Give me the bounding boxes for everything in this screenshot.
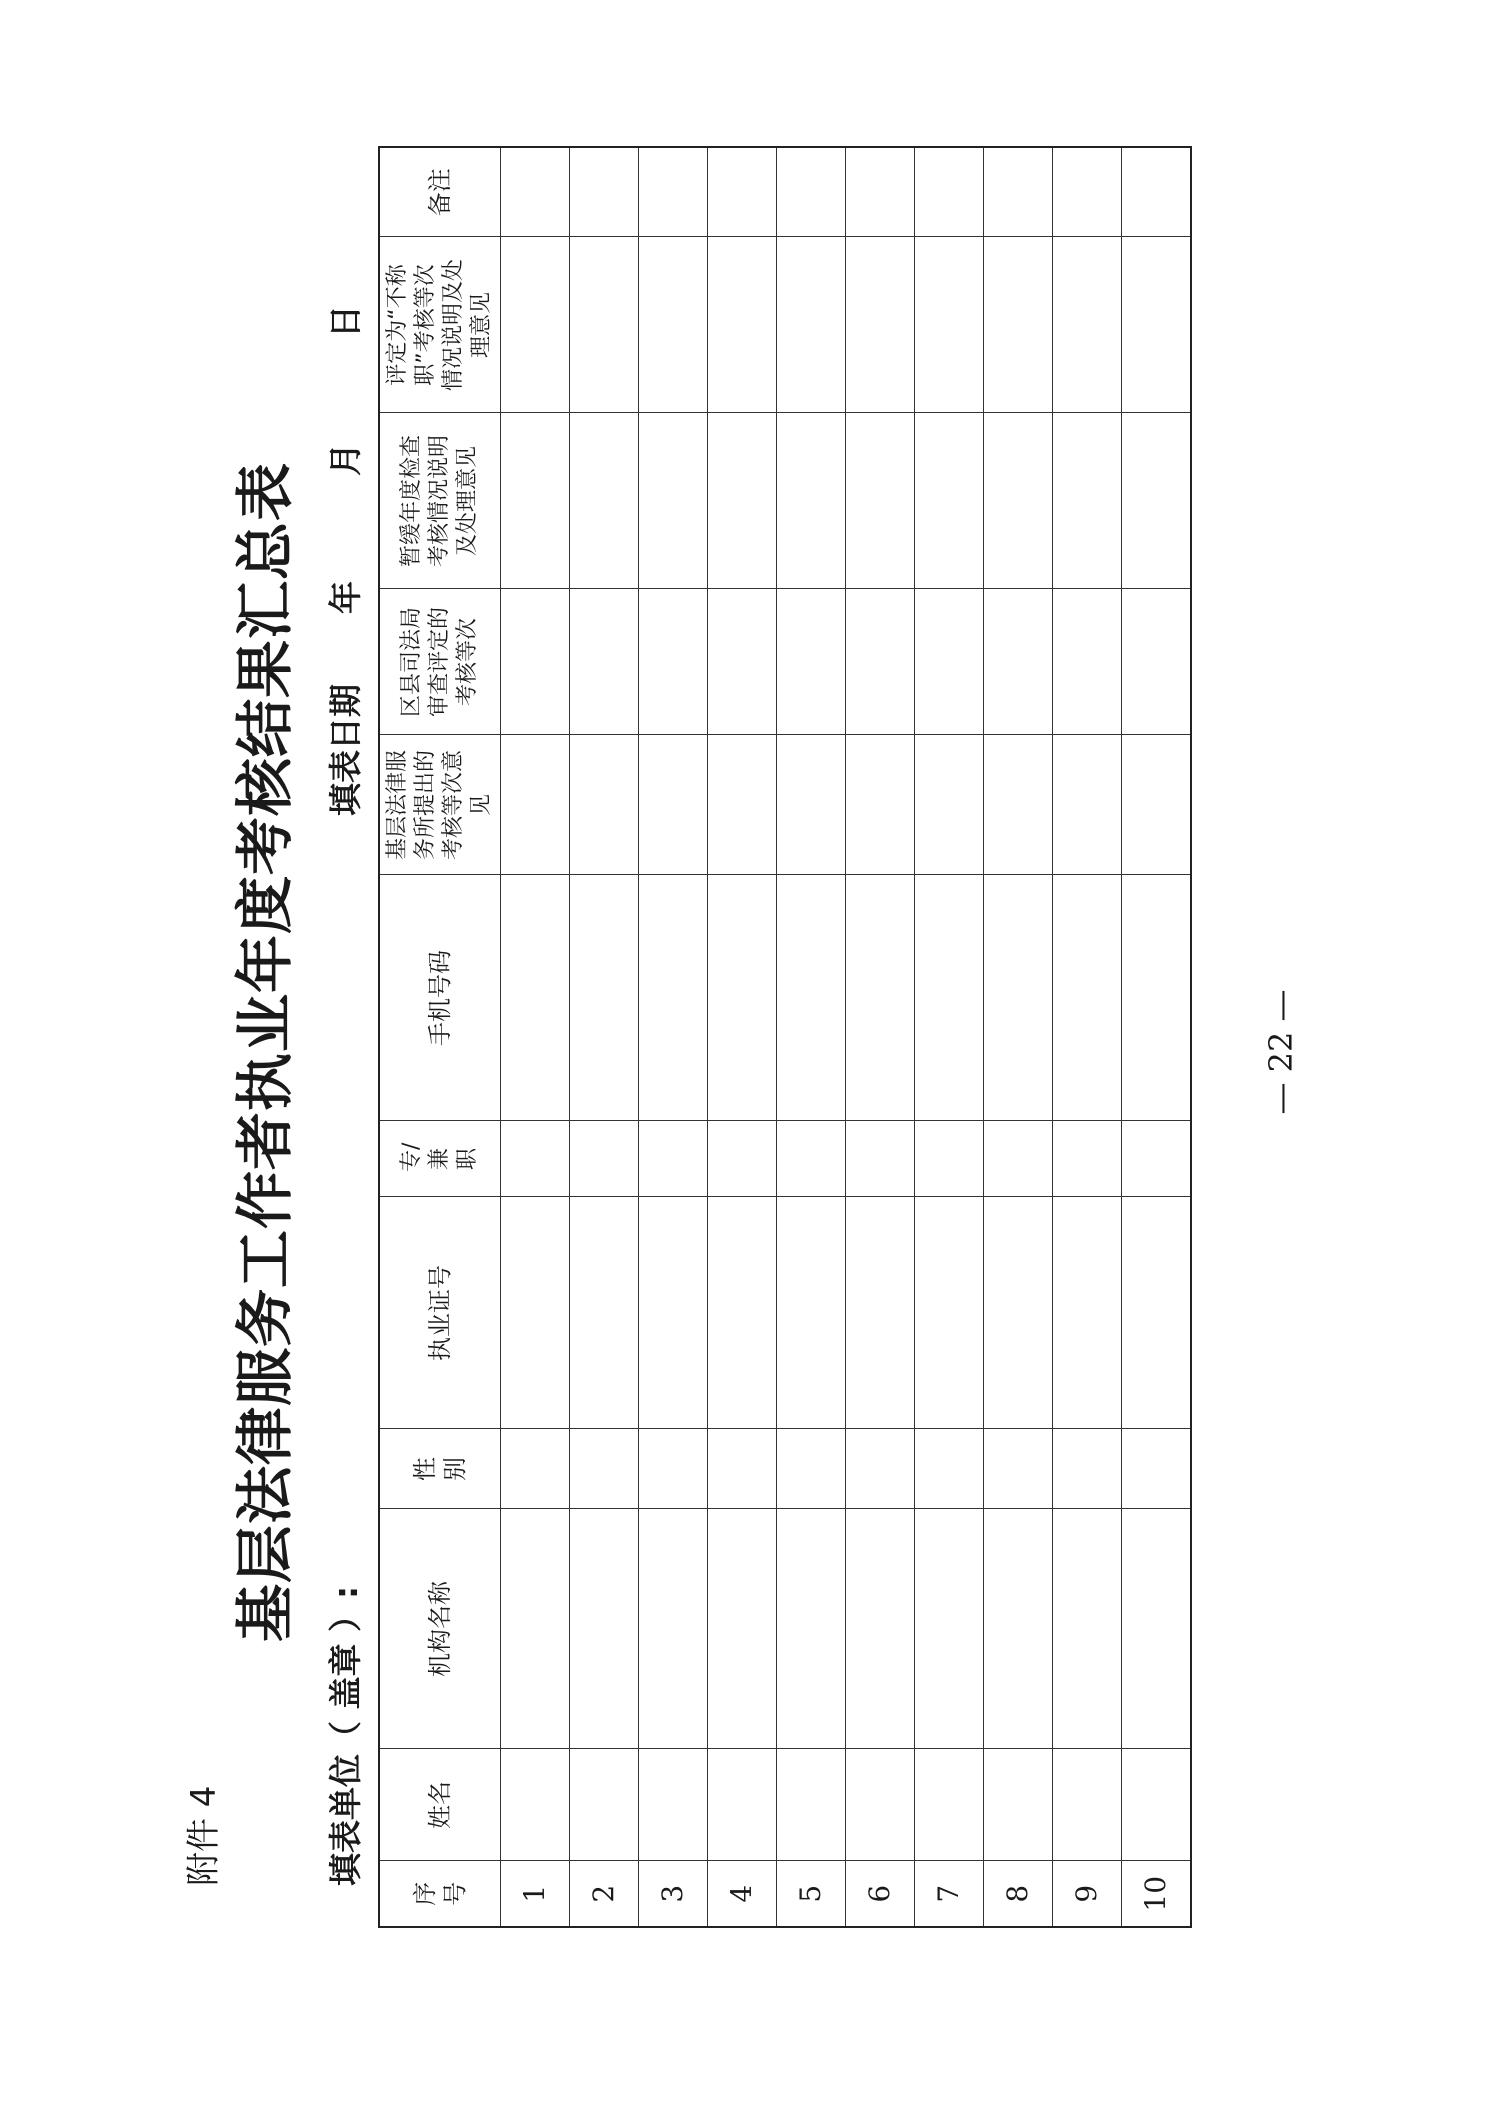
cell-gender[interactable]	[570, 1429, 639, 1509]
cell-incompetent[interactable]	[1053, 237, 1122, 413]
cell-mobile[interactable]	[501, 875, 570, 1121]
cell-deferred[interactable]	[501, 413, 570, 589]
cell-office-opinion[interactable]	[639, 735, 708, 875]
cell-mobile[interactable]	[639, 875, 708, 1121]
cell-incompetent[interactable]	[639, 237, 708, 413]
cell-incompetent[interactable]	[984, 237, 1053, 413]
cell-office-opinion[interactable]	[777, 735, 846, 875]
cell-fulltime[interactable]	[570, 1121, 639, 1197]
cell-fulltime[interactable]	[984, 1121, 1053, 1197]
cell-mobile[interactable]	[777, 875, 846, 1121]
cell-office-opinion[interactable]	[1122, 735, 1192, 875]
cell-institution[interactable]	[915, 1509, 984, 1749]
cell-name[interactable]	[984, 1749, 1053, 1861]
header-gender: 性别	[379, 1429, 501, 1509]
cell-gender[interactable]	[915, 1429, 984, 1509]
cell-bureau-rating[interactable]	[984, 589, 1053, 735]
cell-remarks[interactable]	[570, 147, 639, 237]
cell-license[interactable]	[501, 1197, 570, 1429]
header-mobile-number: 手机号码	[379, 875, 501, 1121]
cell-name[interactable]	[1053, 1749, 1122, 1861]
table-row	[501, 147, 570, 1927]
cell-bureau-rating[interactable]	[846, 589, 915, 735]
row-number: 2	[570, 1861, 639, 1927]
cell-office-opinion[interactable]	[915, 735, 984, 875]
cell-name[interactable]	[639, 1749, 708, 1861]
cell-institution[interactable]	[777, 1509, 846, 1749]
table-row	[777, 147, 846, 1927]
cell-bureau-rating[interactable]	[570, 589, 639, 735]
cell-office-opinion[interactable]	[501, 735, 570, 875]
cell-gender[interactable]	[1122, 1429, 1192, 1509]
cell-deferred[interactable]	[846, 413, 915, 589]
cell-incompetent[interactable]	[915, 237, 984, 413]
fill-date-day: 日	[326, 305, 365, 338]
cell-deferred[interactable]	[1122, 413, 1192, 589]
cell-remarks[interactable]	[777, 147, 846, 237]
cell-license[interactable]	[984, 1197, 1053, 1429]
page-number: — 22 —	[1262, 989, 1300, 1115]
header-office-opinion: 基层法律服务所提出的考核等次意见	[379, 735, 501, 875]
fill-date-label: 填表日期	[326, 684, 365, 816]
cell-institution[interactable]	[708, 1509, 777, 1749]
cell-license[interactable]	[639, 1197, 708, 1429]
cell-institution[interactable]	[1053, 1509, 1122, 1749]
table-row	[639, 147, 708, 1927]
row-number: 3	[639, 1861, 708, 1927]
cell-office-opinion[interactable]	[984, 735, 1053, 875]
cell-name[interactable]	[846, 1749, 915, 1861]
cell-deferred[interactable]	[570, 413, 639, 589]
cell-gender[interactable]	[501, 1429, 570, 1509]
cell-office-opinion[interactable]	[846, 735, 915, 875]
cell-license[interactable]	[777, 1197, 846, 1429]
cell-remarks[interactable]	[984, 147, 1053, 237]
row-number: 8	[984, 1861, 1053, 1927]
header-remarks: 备注	[379, 147, 501, 237]
cell-incompetent[interactable]	[846, 237, 915, 413]
cell-deferred[interactable]	[915, 413, 984, 589]
cell-remarks[interactable]	[1053, 147, 1122, 237]
cell-gender[interactable]	[708, 1429, 777, 1509]
cell-license[interactable]	[915, 1197, 984, 1429]
row-number: 1	[501, 1861, 570, 1927]
cell-license[interactable]	[1122, 1197, 1192, 1429]
table-header-row	[379, 147, 501, 1927]
cell-bureau-rating[interactable]	[915, 589, 984, 735]
cell-deferred[interactable]	[708, 413, 777, 589]
cell-fulltime[interactable]	[846, 1121, 915, 1197]
table-row	[984, 147, 1053, 1927]
cell-mobile[interactable]	[1122, 875, 1192, 1121]
cell-remarks[interactable]	[639, 147, 708, 237]
table-row	[708, 147, 777, 1927]
cell-bureau-rating[interactable]	[1122, 589, 1192, 735]
cell-remarks[interactable]	[1122, 147, 1192, 237]
cell-office-opinion[interactable]	[570, 735, 639, 875]
cell-bureau-rating[interactable]	[639, 589, 708, 735]
cell-fulltime[interactable]	[501, 1121, 570, 1197]
cell-name[interactable]	[777, 1749, 846, 1861]
cell-remarks[interactable]	[915, 147, 984, 237]
cell-incompetent[interactable]	[1122, 237, 1192, 413]
cell-name[interactable]	[1122, 1749, 1192, 1861]
assessment-summary-table	[378, 146, 1192, 1928]
header-fulltime-parttime: 专/兼职	[379, 1121, 501, 1197]
table-row	[915, 147, 984, 1927]
cell-remarks[interactable]	[501, 147, 570, 237]
cell-deferred[interactable]	[639, 413, 708, 589]
row-number: 4	[708, 1861, 777, 1927]
header-license-number: 执业证号	[379, 1197, 501, 1429]
cell-bureau-rating[interactable]	[777, 589, 846, 735]
cell-mobile[interactable]	[846, 875, 915, 1121]
table-row	[846, 147, 915, 1927]
header-deferred-inspection: 暂缓年度检查考核情况说明及处理意见	[379, 413, 501, 589]
cell-mobile[interactable]	[984, 875, 1053, 1121]
cell-bureau-rating[interactable]	[1053, 589, 1122, 735]
cell-institution[interactable]	[639, 1509, 708, 1749]
cell-remarks[interactable]	[708, 147, 777, 237]
header-serial-number: 序号	[379, 1861, 501, 1927]
cell-fulltime[interactable]	[1122, 1121, 1192, 1197]
row-number: 6	[846, 1861, 915, 1927]
cell-mobile[interactable]	[915, 875, 984, 1121]
cell-fulltime[interactable]	[915, 1121, 984, 1197]
cell-license[interactable]	[1053, 1197, 1122, 1429]
table-row	[1053, 147, 1122, 1927]
cell-institution[interactable]	[846, 1509, 915, 1749]
cell-remarks[interactable]	[846, 147, 915, 237]
row-number: 9	[1053, 1861, 1122, 1927]
table-row	[1122, 147, 1192, 1927]
cell-gender[interactable]	[846, 1429, 915, 1509]
cell-deferred[interactable]	[984, 413, 1053, 589]
cell-institution[interactable]	[984, 1509, 1053, 1749]
cell-incompetent[interactable]	[708, 237, 777, 413]
cell-name[interactable]	[915, 1749, 984, 1861]
cell-name[interactable]	[708, 1749, 777, 1861]
cell-name[interactable]	[501, 1749, 570, 1861]
cell-gender[interactable]	[1053, 1429, 1122, 1509]
cell-fulltime[interactable]	[639, 1121, 708, 1197]
attachment-label: 附件 4	[184, 1785, 224, 1886]
header-name: 姓名	[379, 1749, 501, 1861]
cell-fulltime[interactable]	[777, 1121, 846, 1197]
fill-date-month: 月	[326, 443, 365, 476]
cell-license[interactable]	[846, 1197, 915, 1429]
table-row	[570, 147, 639, 1927]
cell-license[interactable]	[708, 1197, 777, 1429]
filler-unit-label: 填表单位（ 盖章 ）:	[326, 1585, 365, 1886]
cell-office-opinion[interactable]	[1053, 735, 1122, 875]
header-bureau-rating: 区县司法局审查评定的考核等次	[379, 589, 501, 735]
cell-mobile[interactable]	[1053, 875, 1122, 1121]
cell-name[interactable]	[570, 1749, 639, 1861]
cell-gender[interactable]	[639, 1429, 708, 1509]
cell-institution[interactable]	[570, 1509, 639, 1749]
header-institution-name: 机构名称	[379, 1509, 501, 1749]
cell-deferred[interactable]	[777, 413, 846, 589]
cell-institution[interactable]	[1122, 1509, 1192, 1749]
fill-date-year: 年	[326, 581, 365, 614]
header-incompetent-rating: 评定为“不称职”考核等次情况说明及处理意见	[379, 237, 501, 413]
row-number: 5	[777, 1861, 846, 1927]
cell-deferred[interactable]	[1053, 413, 1122, 589]
row-number: 7	[915, 1861, 984, 1927]
cell-institution[interactable]	[501, 1509, 570, 1749]
cell-license[interactable]	[570, 1197, 639, 1429]
cell-incompetent[interactable]	[570, 237, 639, 413]
cell-mobile[interactable]	[708, 875, 777, 1121]
cell-incompetent[interactable]	[501, 237, 570, 413]
cell-fulltime[interactable]	[708, 1121, 777, 1197]
cell-office-opinion[interactable]	[708, 735, 777, 875]
page-title: 基层法律服务工作者执业年度考核结果汇总表	[231, 462, 299, 1643]
cell-bureau-rating[interactable]	[501, 589, 570, 735]
cell-fulltime[interactable]	[1053, 1121, 1122, 1197]
fill-date	[320, 305, 367, 816]
cell-bureau-rating[interactable]	[708, 589, 777, 735]
cell-gender[interactable]	[777, 1429, 846, 1509]
row-number: 10	[1122, 1861, 1192, 1927]
cell-mobile[interactable]	[570, 875, 639, 1121]
cell-gender[interactable]	[984, 1429, 1053, 1509]
cell-incompetent[interactable]	[777, 237, 846, 413]
